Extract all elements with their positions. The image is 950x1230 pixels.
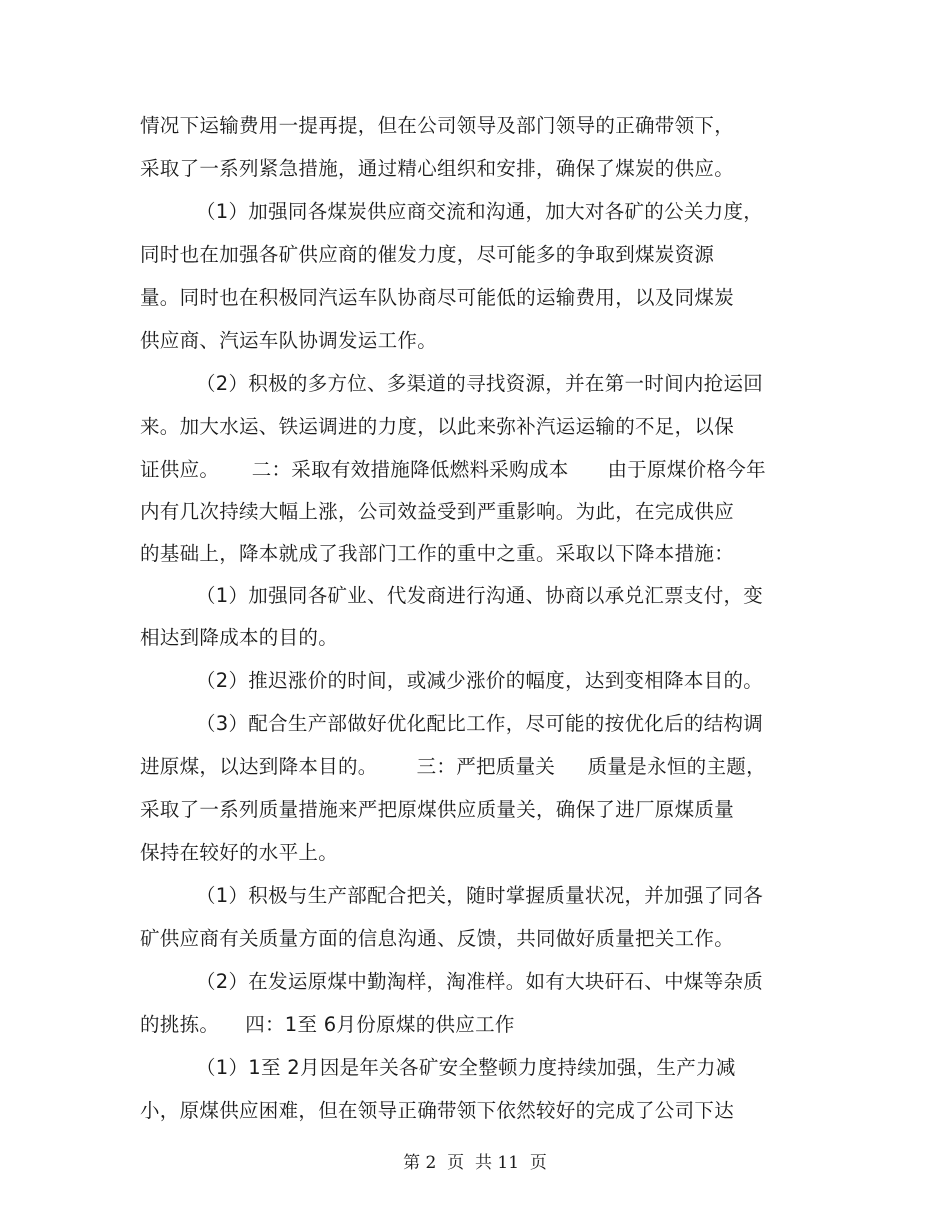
text-line: 的基础上，降本就成了我部门工作的重中之重。采取以下降本措施： [140,542,735,565]
text-line: （3）配合生产部做好优化配比工作，尽可能的按优化后的结构调 [196,712,764,735]
text-line: （2）推迟涨价的时间，或减少涨价的幅度，达到变相降本目的。 [196,669,764,692]
text-line: 同时也在加强各矿供应商的催发力度，尽可能多的争取到煤炭资源 [140,243,715,266]
text-line: （2）积极的多方位、多渠道的寻找资源，并在第一时间内抢运回 [196,372,764,395]
text-line: （2）在发运原煤中勤淘样，淘准样。如有大块矸石、中煤等杂质 [196,970,764,993]
text-line: （1）1至 2月因是年关各矿安全整顿力度持续加强，生产力减 [196,1056,736,1079]
page-number-footer: 第 2 页 共 11 页 [403,1153,547,1173]
text-line: 来。加大水运、铁运调进的力度，以此来弥补汽运运输的不足，以保 [140,415,735,438]
text-line: 保持在较好的水平上。 [140,841,339,864]
text-line: 小，原煤供应困难，但在领导正确带领下依然较好的完成了公司下达 [140,1099,735,1122]
text-line: 采取了一系列紧急措施，通过精心组织和安排，确保了煤炭的供应。 [140,157,735,180]
text-line: 内有几次持续大幅上涨，公司效益受到严重影响。为此，在完成供应 [140,500,735,523]
text-line: （1）加强同各矿业、代发商进行沟通、协商以承兑汇票支付，变 [196,584,764,607]
text-line: （1）积极与生产部配合把关，随时掌握质量状况，并加强了同各 [196,884,764,907]
text-line: 进原煤，以达到降本目的。 三：严把质量关 质量是永恒的主题， [140,755,766,778]
text-line: 量。同时也在积极同汽运车队协商尽可能低的运输费用，以及同煤炭 [140,286,735,309]
text-line: 相达到降成本的目的。 [140,626,339,649]
text-line: 采取了一系列质量措施来严把原煤供应质量关，确保了进厂原煤质量 [140,798,735,821]
text-line: 证供应。 二：采取有效措施降低燃料采购成本 由于原煤价格今年 [140,458,766,481]
text-line: 供应商、汽运车队协调发运工作。 [140,329,438,352]
text-line: 矿供应商有关质量方面的信息沟通、反馈，共同做好质量把关工作。 [140,927,735,950]
text-line: 的挑拣。 四：1至 6月份原煤的供应工作 [140,1013,515,1036]
text-line: 情况下运输费用一提再提，但在公司领导及部门领导的正确带领下， [140,114,735,137]
text-line: （1）加强同各煤炭供应商交流和沟通，加大对各矿的公关力度， [196,200,764,223]
